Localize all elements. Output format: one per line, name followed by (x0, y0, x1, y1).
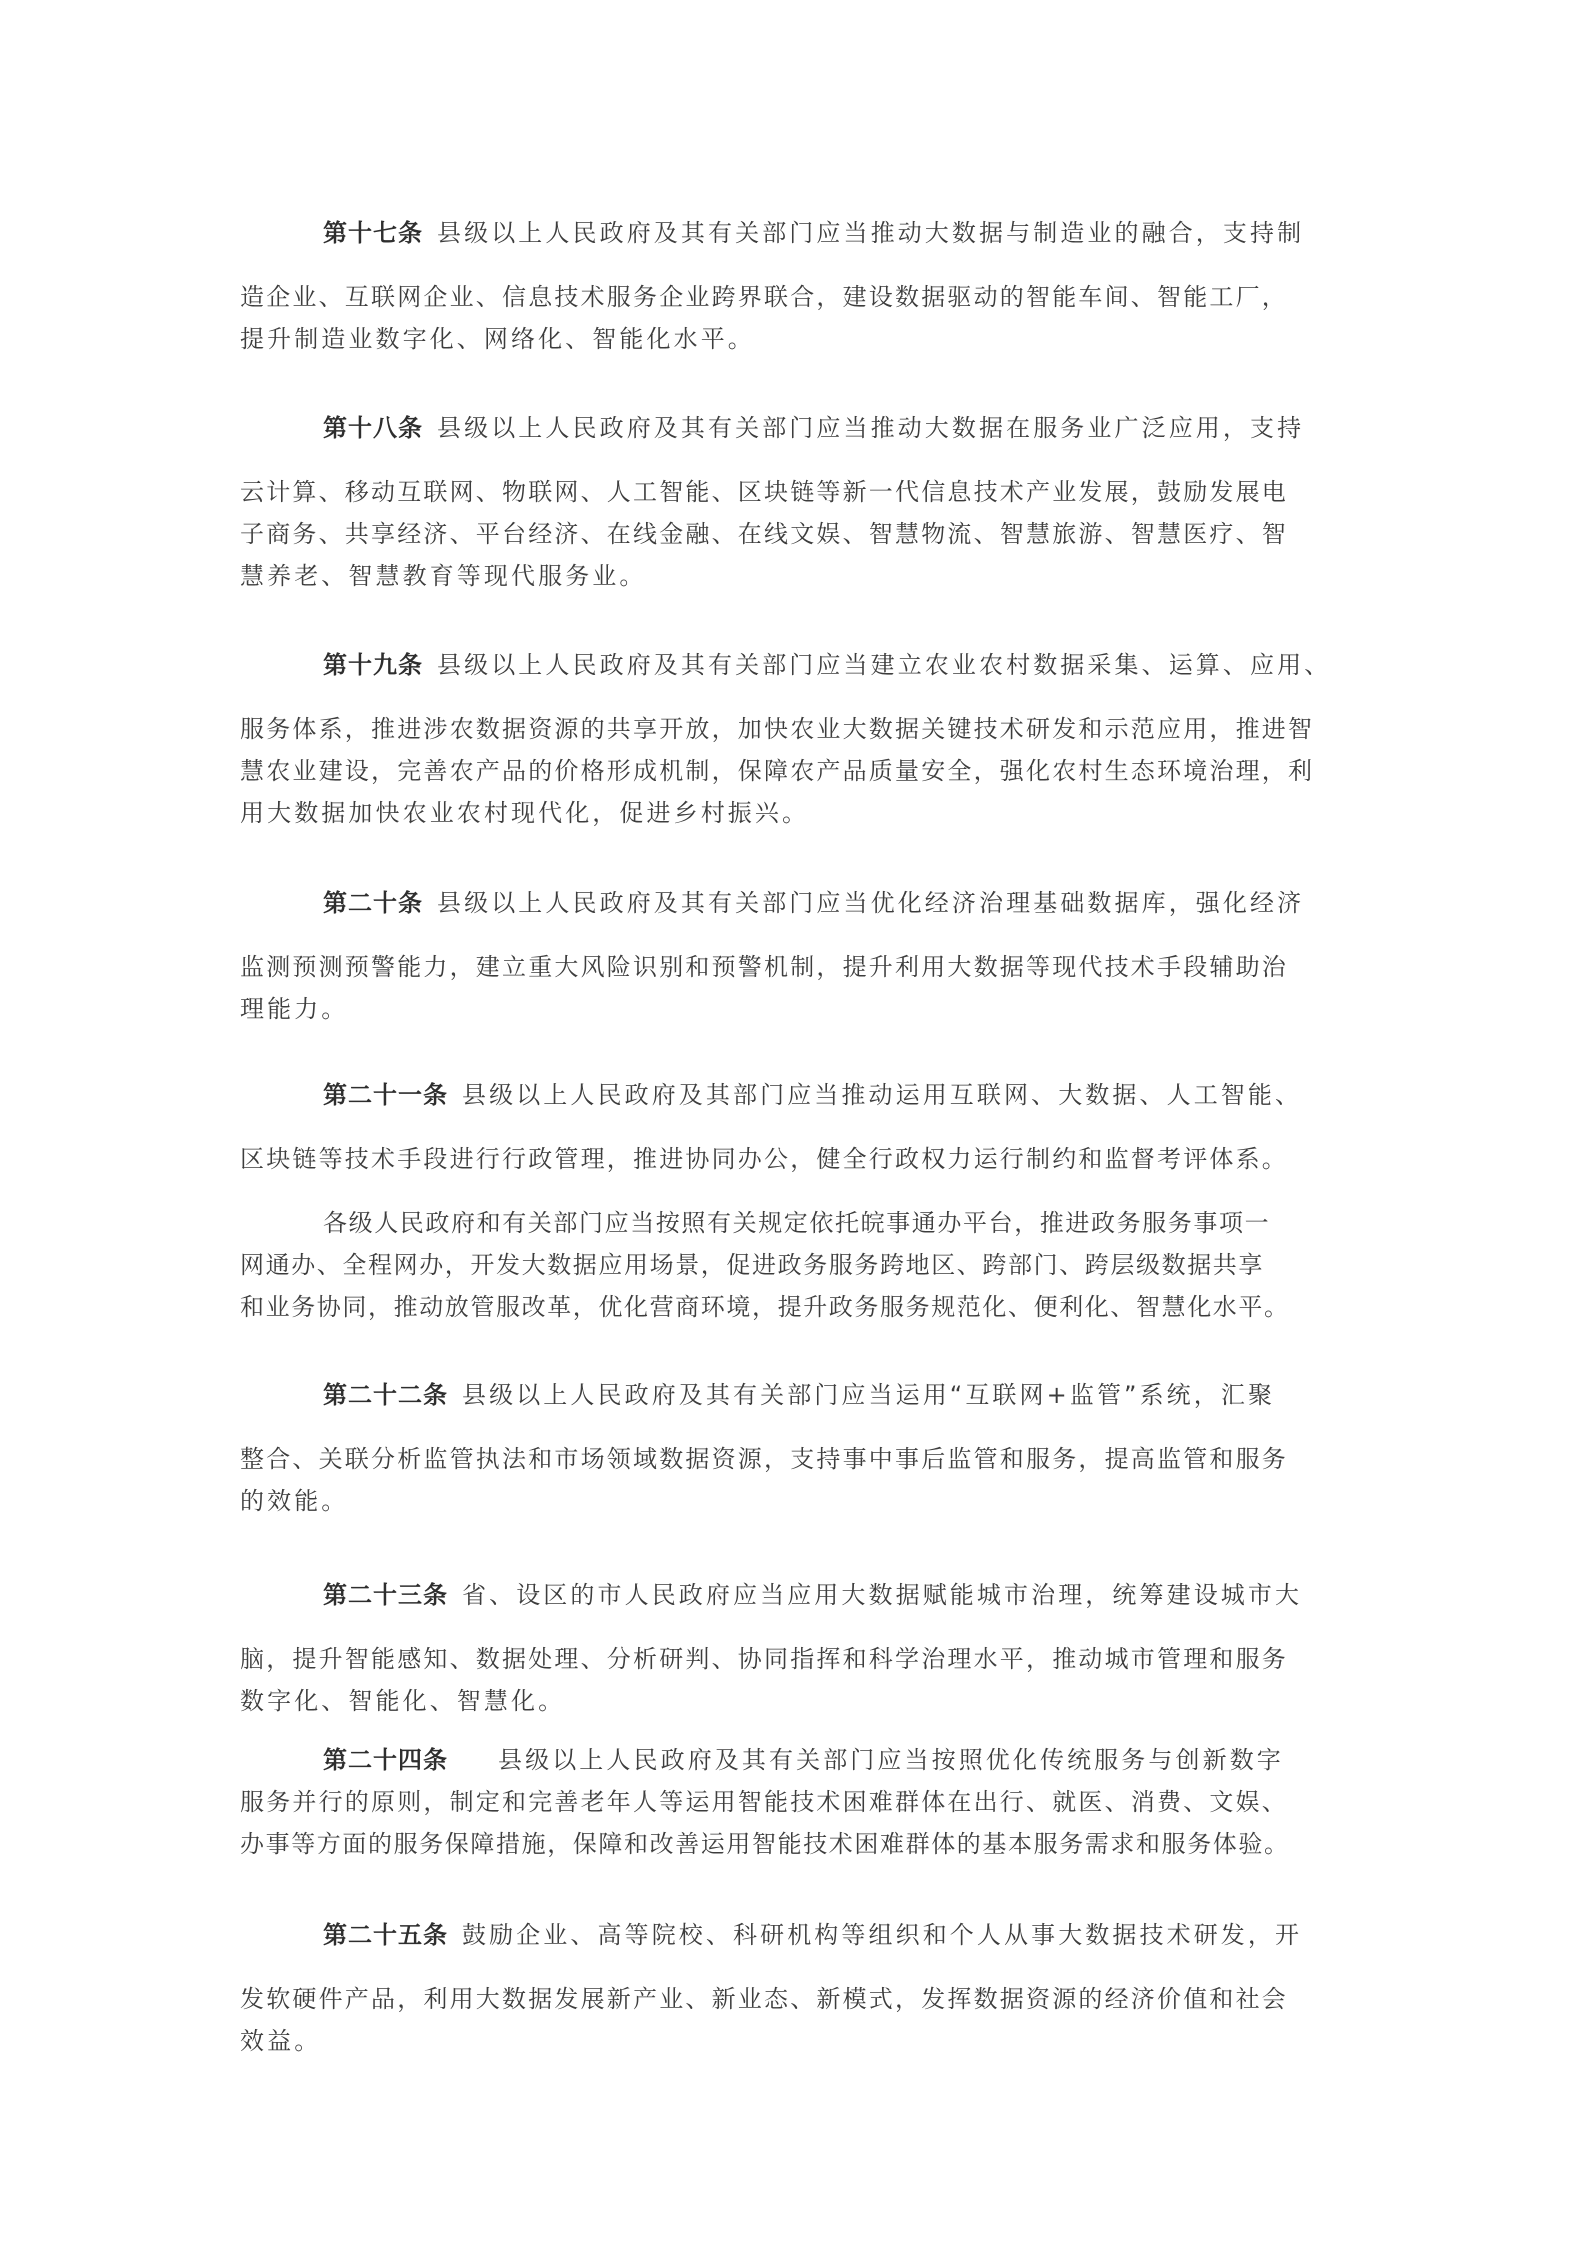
article-number: 第十八条 (323, 414, 423, 442)
article-text: 县级以上人民政府及其有关部门应当按照优化传统服务与创新数字 (498, 1746, 1284, 1774)
article-19-line-3: 慧农业建设，完善农产品的价格形成机制，保障农产品质量安全，强化农村生态环境治理，利 (240, 757, 1315, 785)
article-18-line-2: 云计算、移动互联网、物联网、人工智能、区块链等新一代信息技术产业发展，鼓励发展电 (240, 478, 1288, 506)
article-19-line-4: 用大数据加快农业农村现代化，促进乡村振兴。 (240, 799, 810, 827)
article-25-line-3: 效益。 (240, 2027, 322, 2055)
article-number: 第十九条 (323, 651, 423, 679)
article-number: 第二十二条 (323, 1381, 448, 1409)
article-number: 第二十四条 (323, 1746, 448, 1774)
article-17-line-2: 造企业、互联网企业、信息技术服务企业跨界联合，建设数据驱动的智能车间、智能工厂， (240, 283, 1288, 311)
article-25-line-1 (323, 1920, 1473, 1950)
article-21-para2-line-2: 网通办、全程网办，开发大数据应用场景，促进政务服务跨地区、跨部门、跨层级数据共享 (240, 1251, 1264, 1279)
article-22-line-3: 的效能。 (240, 1487, 349, 1515)
article-text: 县级以上人民政府及其有关部门应当优化经济治理基础数据库，强化经济 (437, 889, 1305, 917)
article-21-line-1 (323, 1080, 1473, 1110)
article-18-line-1 (323, 413, 1473, 443)
article-text: 省、设区的市人民政府应当应用大数据赋能城市治理，统筹建设城市大 (462, 1581, 1303, 1609)
article-text: 县级以上人民政府及其有关部门应当推动大数据与制造业的融合，支持制 (437, 219, 1305, 247)
article-text: 鼓励企业、高等院校、科研机构等组织和个人从事大数据技术研发，开 (462, 1921, 1303, 1949)
article-21-para2-line-3: 和业务协同，推动放管服改革，优化营商环境，提升政务服务规范化、便利化、智慧化水平。 (240, 1293, 1290, 1321)
article-18-line-3: 子商务、共享经济、平台经济、在线金融、在线文娱、智慧物流、智慧旅游、智慧医疗、智 (240, 520, 1288, 548)
article-21-para2-line-1: 各级人民政府和有关部门应当按照有关规定依托皖事通办平台，推进政务服务事项一 (323, 1209, 1271, 1237)
article-23-line-3: 数字化、智能化、智慧化。 (240, 1687, 566, 1715)
article-22-line-1 (323, 1380, 1473, 1410)
article-17-line-3: 提升制造业数字化、网络化、智能化水平。 (240, 325, 755, 353)
article-text: 县级以上人民政府及其部门应当推动运用互联网、大数据、人工智能、 (462, 1081, 1303, 1109)
article-21-line-2: 区块链等技术手段进行行政管理，推进协同办公，健全行政权力运行制约和监督考评体系。 (240, 1145, 1288, 1173)
article-number: 第二十条 (323, 889, 423, 917)
article-19-line-2: 服务体系，推进涉农数据资源的共享开放，加快农业大数据关键技术研发和示范应用，推进智 (240, 715, 1315, 743)
article-19-line-1 (323, 650, 1473, 680)
article-text: 县级以上人民政府及其有关部门应当运用“互联网+监管”系统，汇聚 (462, 1381, 1276, 1409)
article-24-line-3: 办事等方面的服务保障措施，保障和改善运用智能技术困难群体的基本服务需求和服务体验。 (240, 1830, 1290, 1858)
article-20-line-1 (323, 888, 1473, 918)
article-number: 第二十三条 (323, 1581, 448, 1609)
article-20-line-3: 理能力。 (240, 995, 349, 1023)
article-24-line-2: 服务并行的原则，制定和完善老年人等运用智能技术困难群体在出行、就医、消费、文娱、 (240, 1788, 1288, 1816)
article-18-line-4: 慧养老、智慧教育等现代服务业。 (240, 562, 647, 590)
article-text: 县级以上人民政府及其有关部门应当推动大数据在服务业广泛应用，支持 (437, 414, 1305, 442)
article-text: 县级以上人民政府及其有关部门应当建立农业农村数据采集、运算、应用、 (437, 651, 1332, 679)
article-24-line-1 (323, 1745, 1473, 1775)
article-20-line-2: 监测预测预警能力，建立重大风险识别和预警机制，提升利用大数据等现代技术手段辅助治 (240, 953, 1288, 981)
article-number: 第十七条 (323, 219, 423, 247)
article-25-line-2: 发软硬件产品，利用大数据发展新产业、新业态、新模式，发挥数据资源的经济价值和社会 (240, 1985, 1288, 2013)
article-23-line-1 (323, 1580, 1473, 1610)
article-number: 第二十一条 (323, 1081, 448, 1109)
article-23-line-2: 脑，提升智能感知、数据处理、分析研判、协同指挥和科学治理水平，推动城市管理和服务 (240, 1645, 1288, 1673)
article-22-line-2: 整合、关联分析监管执法和市场领域数据资源，支持事中事后监管和服务，提高监管和服务 (240, 1445, 1288, 1473)
article-number: 第二十五条 (323, 1921, 448, 1949)
article-17-line-1 (323, 218, 1473, 248)
